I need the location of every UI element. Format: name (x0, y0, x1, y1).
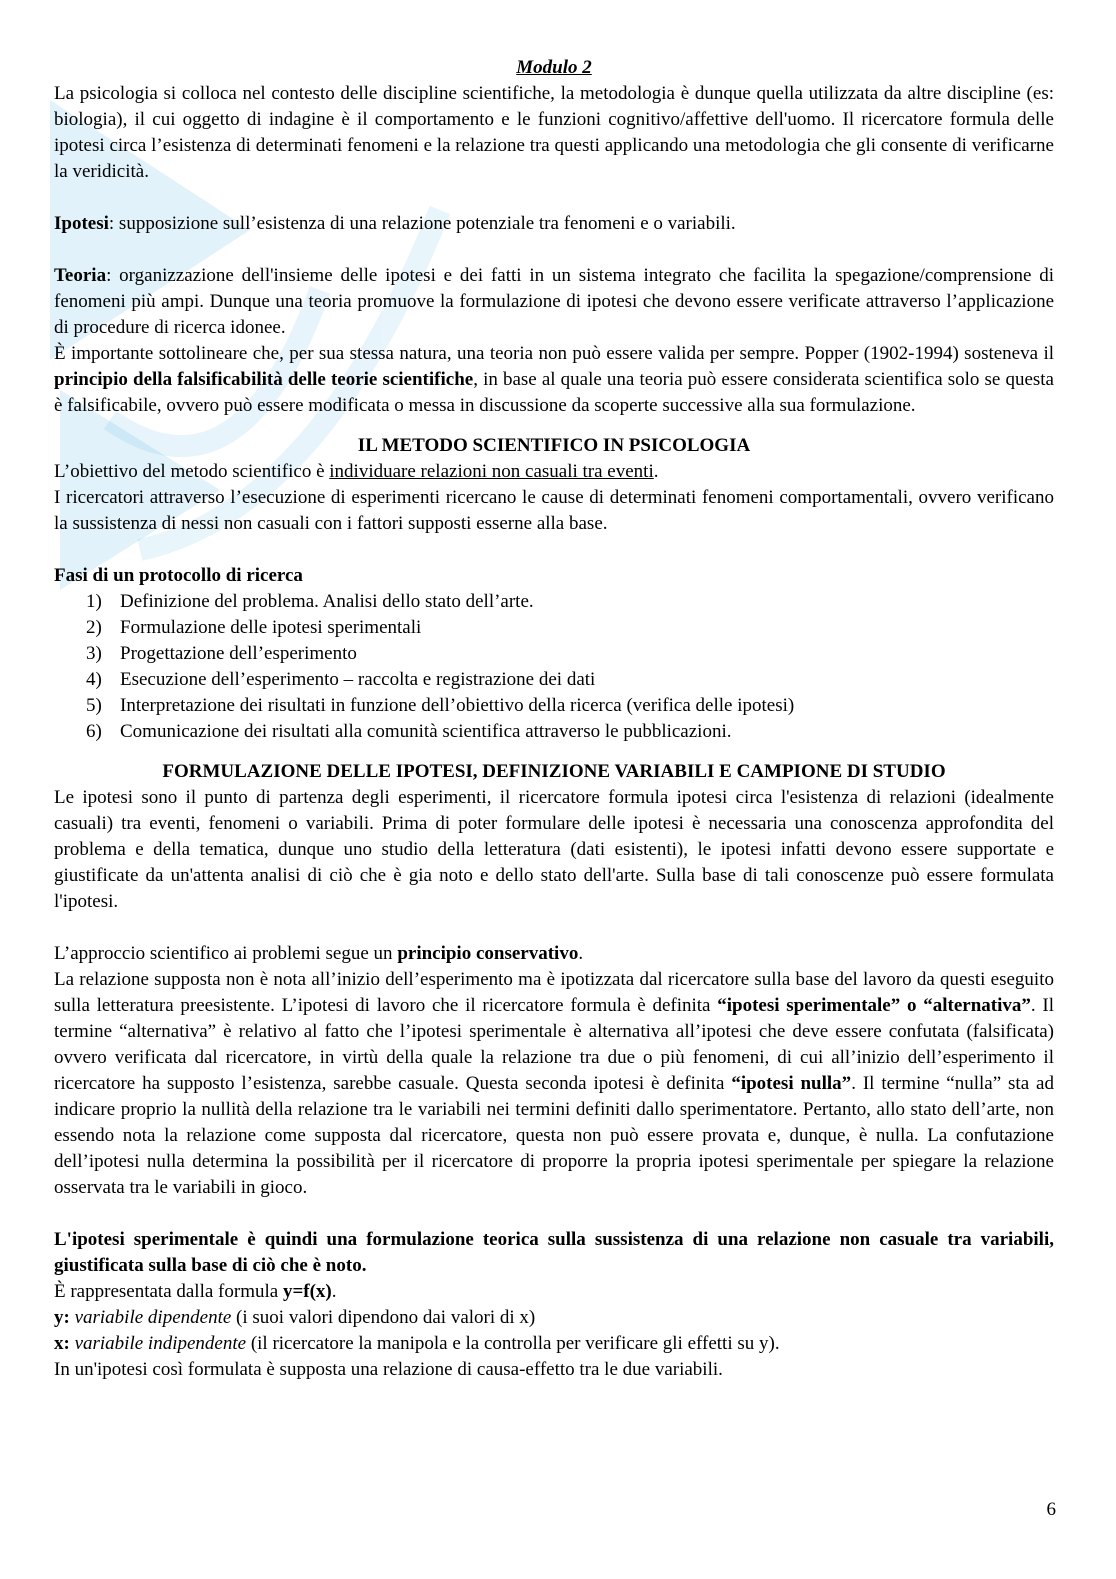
list-item: 5) Interpretazione dei risultati in funzione dell’obiettivo della ricerca (verifica delle ipotesi) (86, 695, 795, 716)
document-page (54, 55, 1054, 1383)
list-item: 1) Definizione del problema. Analisi dello stato dell’arte. (86, 591, 534, 612)
fasi-list (54, 589, 1054, 745)
page-number: 6 (1046, 1499, 1056, 1520)
formula-line: È rappresentata dalla formula y=f(x). (54, 1281, 337, 1302)
researchers-paragraph: I ricercatori attraverso l’esecuzione di esperimenti ricercano le cause di determinati fenomeni comportamentali, ovvero verificano la sussistenza di nessi non casuali con i fattori supposti esserne alla base. (54, 487, 1054, 534)
teoria-definition: Teoria: organizzazione dell'insieme delle ipotesi e dei fatti in un sistema integrato che facilita la spegazione/comprensione di fenomeni più ampi. Dunque una teoria promuove la formulazione di ipotesi che devono essere verificate attraverso l’applicazione di procedure di ricerca idonee. (54, 265, 1054, 338)
list-item: 4) Esecuzione dell’esperimento – raccolta e registrazione dei dati (86, 669, 596, 690)
popper-paragraph: È importante sottolineare che, per sua stessa natura, una teoria non può essere valida per sempre. Popper (1902-1994) sosteneva il principio della falsificabilità delle teorie scientifiche, in base al quale una teoria può essere considerata scientifica solo se questa è falsificabile, ovvero può essere modificata o messa in discussione da scoperte successive alla sua formulazione. (54, 343, 1054, 416)
module-title: Modulo 2 (516, 57, 592, 78)
ipotesi-paragraph: Le ipotesi sono il punto di partenza degli esperimenti, il ricercatore formula ipotesi circa l'esistenza di relazioni (idealmente casuali) tra eventi, fenomeni o variabili. Prima di poter formulare delle ipotesi è necessaria una conoscenza approfondita del problema e della tematica, dunque uno studio della letteratura (dati esistenti), le ipotesi infatti devono essere supportate e giustificate da un'attenta analisi di ciò che è gia noto e dello stato dell'arte. Sulla base di tali conoscenze può essere formulata l'ipotesi. (54, 787, 1054, 912)
list-item: 2) Formulazione delle ipotesi sperimentali (86, 617, 422, 638)
causa-effetto-line: In un'ipotesi così formulata è supposta una relazione di causa-effetto tra le due variabili. (54, 1359, 723, 1380)
formula: y=f(x) (282, 1281, 332, 1302)
intro-paragraph: La psicologia si colloca nel contesto delle discipline scientifiche, la metodologia è dunque quella utilizzata da altre discipline (es: biologia), il cui oggetto di indagine è il comportamento e le funzioni cognitivo/affettive dell'uomo. Il ricercatore formula delle ipotesi circa l’esistenza di determinati fenomeni e la relazione tra questi applicando una metodologia che gli consente di verificarne la veridicità. (54, 83, 1054, 182)
y-variable-line: y: variabile dipendente (i suoi valori dipendono dai valori di x) (54, 1307, 536, 1328)
ipotesi-definition: Ipotesi: supposizione sull’esistenza di una relazione potenziale tra fenomeni e o variabili. (54, 213, 736, 234)
fasi-heading: Fasi di un protocollo di ricerca (54, 565, 303, 586)
list-item: 3) Progettazione dell’esperimento (86, 643, 357, 664)
x-variable-line: x: variabile indipendente (il ricercatore la manipola e la controlla per verificare gli effetti su y). (54, 1333, 780, 1354)
teoria-term: Teoria (54, 265, 107, 286)
section-heading-formulazione: FORMULAZIONE DELLE IPOTESI, DEFINIZIONE VARIABILI E CAMPIONE DI STUDIO (162, 761, 946, 782)
ipotesi-term: Ipotesi (54, 213, 109, 234)
relazione-paragraph: La relazione supposta non è nota all’inizio dell’esperimento ma è ipotizzata dal ricercatore sulla base del lavoro da questi eseguito sulla letteratura preesistente. L’ipotesi di lavoro che il ricercatore formula è definita “ipotesi sperimentale” o “alternativa”. Il termine “alternativa” è relativo al fatto che l’ipotesi sperimentale è alternativa all’ipotesi che deve essere confutata (falsificata) ovvero verificata dal ricercatore, in virtù della quale la relazione tra due o più fenomeni, di cui all’inizio dell’esperimento il ricercatore ha supposto l’esistenza, sarebbe casuale. Questa seconda ipotesi è definita “ipotesi nulla”. Il termine “nulla” sta ad indicare proprio la nullità della relazione tra le variabili nei termini definiti dallo sperimentatore. Pertanto, allo stato dell’arte, non essendo nota la relazione come supposta dal ricercatore, questa non può essere provata e, dunque, è nulla. La confutazione dell’ipotesi nulla determina la possibilità per il ricercatore di proporre la propria ipotesi sperimentale per spiegare la relazione osservata tra le variabili in gioco. (54, 969, 1054, 1198)
objective-sentence: L’obiettivo del metodo scientifico è individuare relazioni non casuali tra eventi. (54, 461, 659, 482)
approccio-sentence: L’approccio scientifico ai problemi segue un principio conservativo. (54, 943, 584, 964)
summary-bold-paragraph: L'ipotesi sperimentale è quindi una formulazione teorica sulla sussistenza di una relazione non casuale tra variabili, giustificata sulla base di ciò che è noto. (54, 1229, 1054, 1276)
section-heading-metodo: IL METODO SCIENTIFICO IN PSICOLOGIA (357, 435, 751, 456)
list-item: 6) Comunicazione dei risultati alla comunità scientifica attraverso le pubblicazioni. (86, 721, 732, 742)
